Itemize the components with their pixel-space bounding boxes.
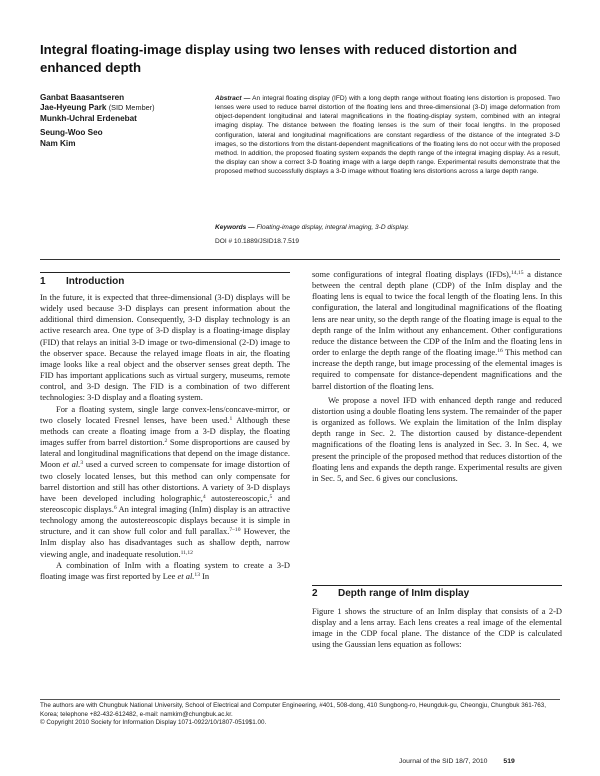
paragraph: A combination of InIm with a floating system to create a 3-D floating image was first reported by Lee et al.$^{13}$ In [40, 559, 290, 581]
keywords-label: Keywords — [215, 224, 255, 231]
keywords [215, 223, 560, 232]
member-badge: (SID Member) [108, 103, 155, 113]
journal-ref: Journal of the SID 18/7, 2010 [399, 758, 488, 765]
author: Munkh-Uchral Erdenebat [40, 113, 137, 123]
footnote [40, 702, 565, 728]
abstract-text: An integral floating display (IFD) with a long depth range without floating lens distortion is proposed. Two lenses were used to reduce barrel distortion of the floating lens and three-dimensional (3-D) image deformation from object-dependent longitudinal and lateral magnifications in the floating-display system, combined with an integral imaging display. The distance between the floating lenses is the sum of their focal lengths. In the proposed configuration, lateral and longitudinal magnifications are constant regardless of the distance of the integrated 3-D images, so the distortions from the distant-dependent magnifications of the floating lens do not occur with the proposed method. In addition, the proposed floating system expands the depth range of the integral imaging display. As a result, the display can show a correct 3-D floating image with a large depth range. Experimental results demonstrate that the proposed method successfully displays a 3-D image without floating lens distortions across a large depth range. [215, 95, 560, 176]
section-rule [312, 585, 562, 586]
section-rule [40, 272, 290, 273]
paragraph: For a floating system, single large convex-lens/concave-mirror, or two closely located Fresnel lenses, have been used.$^1$ Although these methods can create a floating image from a 3-D display, the floating images suffer from barrel distortion.$^2$ Some disproportions are caused by lateral and longitudinal magnifications that depend on the image distance. Moon et al.$^3$ used a curved screen to compensate for image distortion of two closely located lenses, but this method can only compensate for barrel distortion and still has other distortions. A variety of 3-D displays have been developed including holographic,$^4$ autostereoscopic,$^5$ and stereoscopic displays.$^6$ An integral imaging (InIm) display is an attractive technology among the autostereoscopic displays because it is simple in structure, and it can show full color and full parallax.$^{7-10}$ However, the InIm display also has disadvantages such as shallow depth, narrow viewing angle, and inadequate resolution.$^{11,12}$ [40, 403, 291, 559]
page-number: 519 [503, 758, 515, 765]
divider [40, 259, 560, 260]
left-column [40, 292, 290, 582]
copyright-note: © Copyright 2010 Society for Information Display 1071-0922/10/1807-0519$1.00. [40, 719, 267, 727]
author: Nam Kim [40, 138, 76, 148]
right-column [312, 269, 562, 484]
footnote-rule [40, 699, 560, 700]
author: Seung-Woo Seo [40, 128, 103, 138]
affiliation-note: The authors are with Chungbuk National University, School of Electrical and Computer Engineering, #401, 508-dong, 410 Sungbong-ro, Heungduk-gu, Cheongju, Chungbuk 361-763, Korea; telephone +82-432-612482, e-mail: namkim@chungbuk.ac.kr. [40, 702, 547, 718]
author-list [40, 93, 190, 149]
abstract [215, 94, 560, 176]
abstract-label: Abstract — [215, 95, 251, 102]
section-heading-1: 1 Introduction [40, 276, 125, 287]
author: Ganbat Baasantseren [40, 93, 125, 102]
paper-title: Integral floating-image display using two lenses with reduced distortion and enhanced depth [40, 42, 518, 75]
paragraph: Figure 1 shows the structure of an InIm display that consists of a 2-D display and a lens array. Each lens creates a real image of the elemental image in the CDP focal plane. The distance of the CDP is calculated using the Gaussian lens equation as follows: [312, 606, 562, 650]
paragraph: In the future, it is expected that three-dimensional (3-D) displays will be widely used because 3-D displays can present information about the additional third dimension. Consequently, 3-D display technology is an active research area. One type of 3-D display is a floating-image display (FID) that relays an initial 3-D image or two-dimensional (2-D) image to the observer space. Because the relayed image floats in air, the floating image looks like a real object and the observer senses great depth. The FID has important applications such as virtual surgery, museums, remote control, and 3-D design. The FID is a combination of two different technologies: 3-D display and a floating system. [40, 292, 290, 403]
doi: DOI # 10.1889/JSID18.7.519 [215, 238, 300, 245]
keywords-text: Floating-image display, integral imaging, 3-D display. [256, 224, 410, 231]
section-heading-2: 2 Depth range of InIm display [312, 588, 470, 599]
paragraph: some configurations of integral floating displays (IFDs),$^{14,15}$ a distance between the central depth plane (CDP) of the InIm display and the floating lens is equal to twice the focal length of the floating lens. In this configuration, the lateral and longitudinal magnifications of the floating lens are near unity, so the depth range of the floating image is equal to the depth range of the InIm without any enhancement. Other configurations reduce the distance between the CDP of the InIm and the floating lens in order to enlarge the depth range of the floating image.$^{16}$ This method can increase the depth range, but image processing of the elemental images is required to compensate for distance-dependent magnifications and the barrel distortion of the floating lens. [312, 269, 563, 391]
author: Jae-Hyeung Park (SID Member) [40, 103, 155, 113]
right-column-section2 [312, 606, 562, 651]
page-footer [399, 758, 515, 765]
paragraph: We propose a novel IFD with enhanced depth range and reduced distortion using a double floating lens system. The remainder of the paper is organized as follows. We explain the limitation of the InIm display depth range in Sec. 2. The distortion caused by distance-dependent magnifications of the floating lens is analyzed in Sec. 3. In Sec. 4, we present the principle of the proposed method that reduces distortion of the floating lens and expands the depth range. Experimental results are given in Sec. 5, and Sec. 6 gives our conclusions. [312, 394, 562, 483]
